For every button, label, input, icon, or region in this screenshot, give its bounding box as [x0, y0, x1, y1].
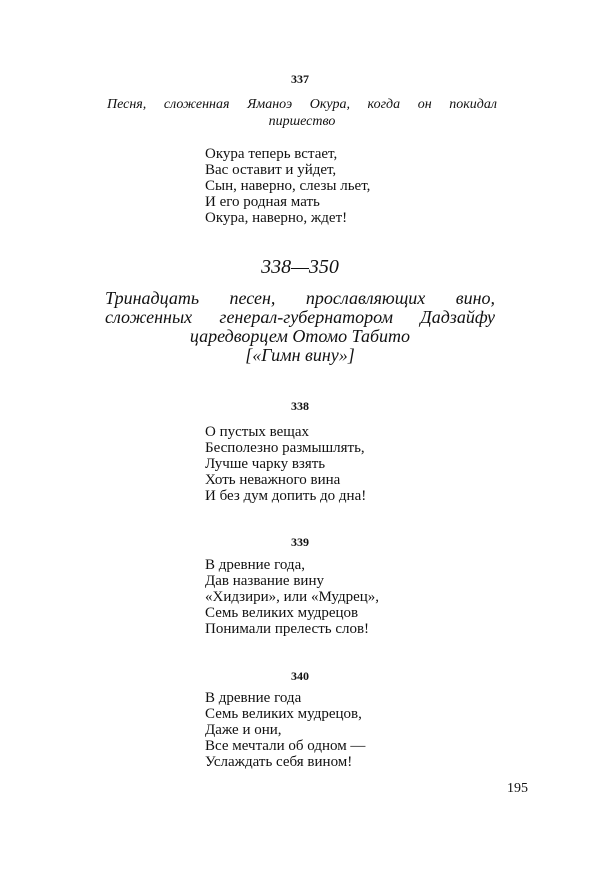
verse-line: Сын, наверно, слезы льет,	[205, 178, 371, 194]
verse-line: Бесполезно размышлять,	[205, 440, 365, 456]
poem-text-340	[205, 690, 365, 770]
verse-line: И без дум допить до дна!	[205, 488, 367, 504]
verse-line: В древние года,	[205, 557, 305, 573]
verse-line: Понимали прелесть слов!	[205, 621, 370, 637]
cycle-title	[105, 289, 495, 365]
verse-line: «Хидзири», или «Мудрец»,	[205, 589, 380, 605]
verse-line: Семь великих мудрецов	[205, 605, 359, 621]
verse-line: Лучше чарку взять	[205, 456, 326, 472]
verse-line: Семь великих мудрецов,	[205, 706, 362, 722]
cycle-title-line: царедворцем Отомо Табито	[189, 326, 411, 346]
cycle-range: 338—350	[261, 256, 339, 278]
poem-number-337: 337	[291, 72, 309, 86]
poem-number-339: 339	[291, 535, 309, 549]
verse-line: Услаждать себя вином!	[205, 754, 353, 770]
verse-line: Хоть неважного вина	[205, 472, 341, 488]
verse-line: О пустых вещах	[205, 424, 310, 440]
poem-title-line: Песня, сложенная Яманоэ Окура, когда он покидал	[107, 97, 497, 112]
poem-number-340: 340	[291, 669, 309, 683]
poem-text-338	[205, 424, 366, 504]
verse-line: Вас оставит и уйдет,	[205, 162, 337, 178]
cycle-subtitle: [«Гимн вину»]	[245, 345, 355, 365]
verse-line: Дав название вину	[205, 573, 324, 589]
verse-line: В древние года	[205, 690, 302, 706]
verse-line: Окура теперь встает,	[205, 146, 338, 162]
poem-number-338: 338	[291, 399, 309, 413]
page-number: 195	[507, 781, 528, 796]
verse-line: И его родная мать	[205, 194, 320, 210]
verse-line: Даже и они,	[205, 722, 282, 738]
poem-title-line: пиршество	[268, 114, 336, 129]
verse-line: Окура, наверно, ждет!	[205, 210, 348, 226]
cycle-title-line: Тринадцать песен, прославляющих вино,	[105, 288, 495, 308]
cycle-title-line: сложенных генерал-губернатором Дадзайфу	[105, 307, 495, 327]
poem-text-337	[205, 146, 370, 226]
verse-line: Все мечтали об одном —	[205, 738, 366, 754]
poem-title-337	[107, 96, 497, 130]
poem-text-339	[205, 557, 379, 637]
